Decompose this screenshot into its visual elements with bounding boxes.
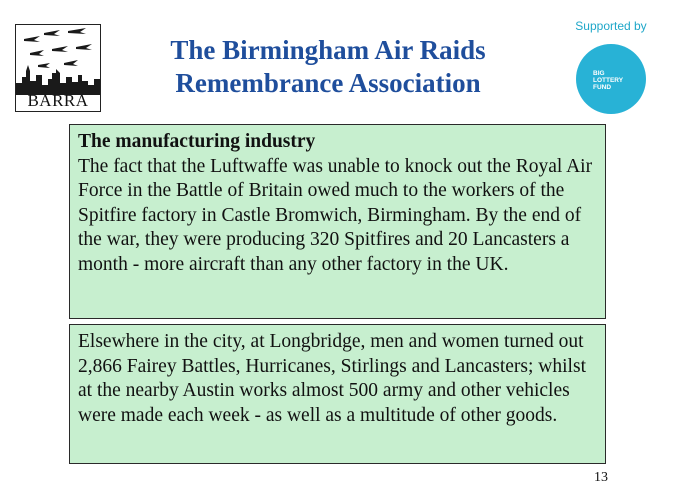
longbridge-info-box: [69, 324, 606, 464]
big-lottery-fund-logo: [576, 44, 646, 114]
page-title: [118, 34, 538, 100]
title-line-2: Remembrance Association: [175, 68, 481, 98]
title-line-1: The Birmingham Air Raids: [170, 35, 486, 65]
supported-by-label: Supported by: [575, 19, 647, 33]
box-heading: The manufacturing industry: [78, 131, 316, 152]
logo-text: BARRA: [27, 91, 89, 110]
manufacturing-info-box: [69, 124, 606, 319]
box-body-text: Elsewhere in the city, at Longbridge, men and women turned out 2,866 Fairey Battles, Hurricanes, Stirlings and Lancasters; whilst at the nearby Austin works almost 500 army and other vehicles were made each week - as well as a multitude of other goods.: [78, 331, 586, 426]
bombers-over-city-icon: [16, 25, 100, 95]
barra-logo: [15, 24, 101, 112]
lottery-logo-text: BIG LOTTERY FUND: [593, 70, 623, 91]
page-number: 13: [594, 470, 608, 485]
box-body-text: The fact that the Luftwaffe was unable to knock out the Royal Air Force in the Battle of Britain owed much to the workers of the Spitfire factory in Castle Bromwich, Birmingham. By the end of the war, they were producing 320 Spitfires and 20 Lancasters a month - more aircraft than any other factory in the UK.: [78, 155, 593, 275]
